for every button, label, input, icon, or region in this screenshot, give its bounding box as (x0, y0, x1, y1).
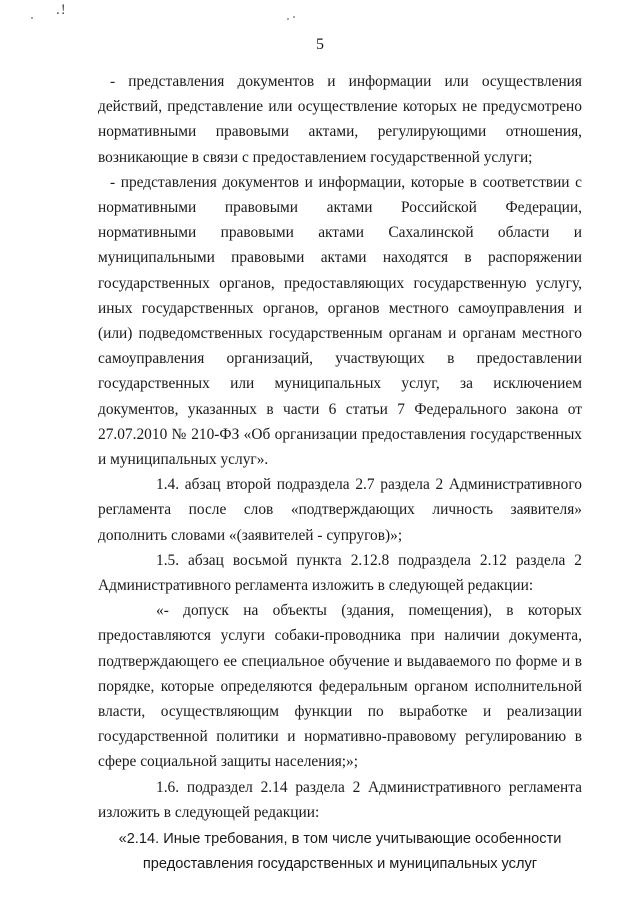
paragraph-item-1-6: 1.6. подраздел 2.14 раздела 2 Административного регламента изложить в следующей редакции: (98, 778, 582, 821)
paragraph-item-1-4: 1.4. абзац второй подраздела 2.7 раздела 2 Административного регламента после слов «подтверждающих личность заявителя» дополнить словами «(заявителей - супругов)»; (98, 476, 582, 544)
scan-speck (31, 17, 33, 19)
paragraph-item-1-5: 1.5. абзац восьмой пункта 2.12.8 подраздела 2.12 раздела 2 Административного регламента изложить в следующей редакции: (98, 551, 582, 595)
document-body (98, 69, 582, 877)
section-heading-2-14: «2.14. Иные требования, в том числе учитывающие особенности предоставления государственных и муниципальных услуг (118, 831, 562, 873)
scan-speck (293, 16, 295, 18)
corner-mark: .! (56, 2, 67, 18)
scan-speck (287, 18, 289, 20)
paragraph-guide-dog: «- допуск на объекты (здания, помещения), в которых предоставляются услуги собаки-проводника при наличии документа, подтверждающего ее специальное обучение и выдаваемого по форме и в порядке, которые определяются федеральным органом исполнительной власти, осуществляющим функции по выработке и реализации государственной политики и нормативно-правовому регулированию в сфере социальной защиты населения;»; (98, 602, 582, 771)
paragraph-exclusion-actions: - представления документов и информации или осуществления действий, представление или осуществление которых не предусмотрено нормативными правовыми актами, регулирующими отношения, возникающие в связи с предоставлением государственной услуги; (98, 73, 582, 166)
page-number: 5 (316, 36, 324, 53)
paragraph-exclusion-documents: - представления документов и информации, которые в соответствии с нормативными правовыми актами Российской Федерации, нормативными правовыми актами Сахалинской области и муниципальными правовыми актами находятся в распоряжении государственных органов, предоставляющих государственную услугу, иных государственных органов, органов местного самоуправления и (или) подведомственных государственным органам и органам местного самоуправления организаций, участвующих в предоставлении государственных или муниципальных услуг, за исключением документов, указанных в части 6 статьи 7 Федерального закона от 27.07.2010 № 210-ФЗ «Об организации предоставления государственных и муниципальных услуг». (98, 173, 582, 469)
